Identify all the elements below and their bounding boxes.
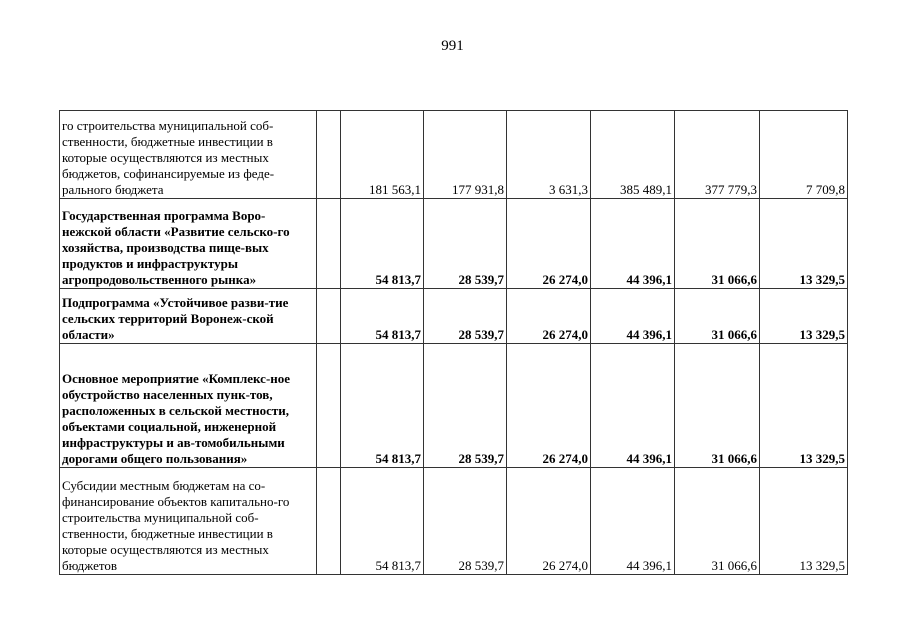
value-cell: 26 274,0 bbox=[507, 289, 591, 344]
row-description: го строительства муниципальной соб-ственности, бюджетные инвестиции в которые осуществляются из местных бюджетов, софинансируемые из феде-рального бюджета bbox=[60, 111, 317, 199]
value-cell: 31 066,6 bbox=[675, 344, 760, 468]
value-cell: 385 489,1 bbox=[591, 111, 675, 199]
value-cell: 26 274,0 bbox=[507, 344, 591, 468]
value-cell: 31 066,6 bbox=[675, 289, 760, 344]
empty-cell bbox=[317, 111, 341, 199]
value-cell: 28 539,7 bbox=[424, 199, 507, 289]
value-cell: 44 396,1 bbox=[591, 289, 675, 344]
value-cell: 28 539,7 bbox=[424, 289, 507, 344]
value-cell: 54 813,7 bbox=[341, 199, 424, 289]
value-cell: 26 274,0 bbox=[507, 468, 591, 575]
row-description: Субсидии местным бюджетам на со-финансирование объектов капитально-го строительства муниципальной соб-ственности, бюджетные инвестиции в которые осуществляются из местных бюджетов bbox=[60, 468, 317, 575]
row-description: Государственная программа Воро-нежской области «Развитие сельско-го хозяйства, производства пище-вых продуктов и инфраструктуры агропродовольственного рынка» bbox=[60, 199, 317, 289]
value-cell: 28 539,7 bbox=[424, 468, 507, 575]
value-cell: 13 329,5 bbox=[760, 289, 848, 344]
empty-cell bbox=[317, 468, 341, 575]
table-row bbox=[60, 344, 848, 468]
empty-cell bbox=[317, 199, 341, 289]
value-cell: 54 813,7 bbox=[341, 289, 424, 344]
table-row bbox=[60, 111, 848, 199]
empty-cell bbox=[317, 344, 341, 468]
table-row bbox=[60, 199, 848, 289]
value-cell: 13 329,5 bbox=[760, 344, 848, 468]
value-cell: 177 931,8 bbox=[424, 111, 507, 199]
table-row bbox=[60, 468, 848, 575]
value-cell: 44 396,1 bbox=[591, 468, 675, 575]
value-cell: 3 631,3 bbox=[507, 111, 591, 199]
empty-cell bbox=[317, 289, 341, 344]
value-cell: 7 709,8 bbox=[760, 111, 848, 199]
value-cell: 44 396,1 bbox=[591, 344, 675, 468]
row-description: Подпрограмма «Устойчивое разви-тие сельских территорий Воронеж-ской области» bbox=[60, 289, 317, 344]
table-body bbox=[60, 111, 848, 575]
value-cell: 28 539,7 bbox=[424, 344, 507, 468]
value-cell: 377 779,3 bbox=[675, 111, 760, 199]
value-cell: 31 066,6 bbox=[675, 468, 760, 575]
table-row bbox=[60, 289, 848, 344]
row-description: Основное мероприятие «Комплекс-ное обустройство населенных пунк-тов, расположенных в сельской местности, объектами социальной, инженерной инфраструктуры и ав-томобильными дорогами общего пользования» bbox=[60, 344, 317, 468]
page-number: 991 bbox=[441, 38, 464, 54]
value-cell: 13 329,5 bbox=[760, 199, 848, 289]
value-cell: 26 274,0 bbox=[507, 199, 591, 289]
value-cell: 181 563,1 bbox=[341, 111, 424, 199]
budget-table bbox=[59, 110, 848, 575]
value-cell: 54 813,7 bbox=[341, 468, 424, 575]
value-cell: 44 396,1 bbox=[591, 199, 675, 289]
value-cell: 13 329,5 bbox=[760, 468, 848, 575]
value-cell: 54 813,7 bbox=[341, 344, 424, 468]
value-cell: 31 066,6 bbox=[675, 199, 760, 289]
